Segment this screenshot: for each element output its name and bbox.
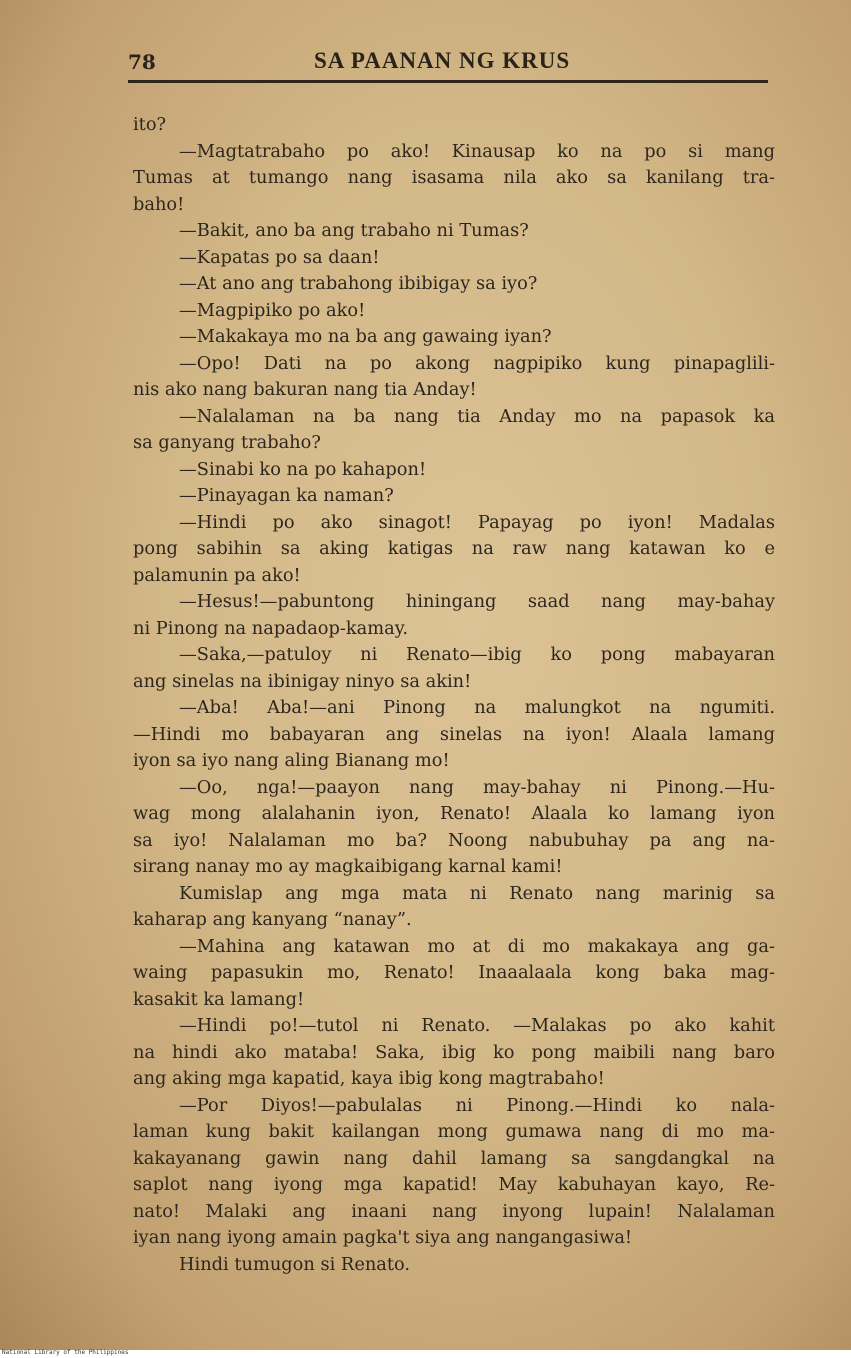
- text-line: Kumislap ang mga mata ni Renato nang marinig sa: [179, 882, 775, 904]
- text-line: —Hindi mo babayaran ang sinelas na iyon! Alaala lamang: [133, 723, 775, 745]
- text-line: —Oo, nga!—paayon nang may-bahay ni Pinong.—Hu-: [179, 776, 775, 798]
- text-line: laman kung bakit kailangan mong gumawa nang di mo ma-: [133, 1121, 775, 1142]
- text-line: —Makakaya mo na ba ang gawaing iyan?: [179, 326, 552, 347]
- text-line: baho!: [133, 193, 185, 215]
- text-line: —Nalalaman na ba nang tia Anday mo na papasok ka: [179, 405, 775, 427]
- text-line: palamunin pa ako!: [133, 564, 301, 586]
- text-line: —Saka,—patuloy ni Renato—ibig ko pong mabayaran: [179, 644, 775, 665]
- text-line: —Mahina ang katawan mo at di mo makakaya ang ga-: [179, 935, 775, 957]
- text-line: —Pinayagan ka naman?: [179, 485, 394, 506]
- text-line: kaharap ang kanyang “nanay”.: [133, 909, 412, 930]
- text-line: —Por Diyos!—pabulalas ni Pinong.—Hindi ko nala-: [179, 1094, 775, 1116]
- text-line: ang sinelas na ibinigay ninyo sa akin!: [133, 670, 472, 692]
- text-line: sa ganyang trabaho?: [133, 432, 321, 453]
- page-number: 78: [128, 50, 156, 74]
- text-line: —Hindi po!—tutol ni Renato. —Malakas po ako kahit: [179, 1015, 775, 1036]
- text-line: nato! Malaki ang inaani nang inyong lupain! Nalalaman: [133, 1200, 775, 1222]
- text-line: —Hesus!—pabuntong hiningang saad nang may-bahay: [179, 591, 775, 612]
- library-credit: National Library of the Philippines: [2, 1349, 129, 1356]
- text-line: pong sabihin sa aking katigas na raw nang katawan ko e: [133, 538, 775, 559]
- text-line: —Magtatrabaho po ako! Kinausap ko na po si mang: [179, 140, 775, 162]
- text-line: —Bakit, ano ba ang trabaho ni Tumas?: [179, 220, 529, 241]
- text-line: ni Pinong na napadaop-kamay.: [133, 617, 409, 639]
- text-line: —At ano ang trabahong ibibigay sa iyo?: [179, 273, 538, 294]
- page-header: [128, 44, 768, 84]
- text-line: sa iyo! Nalalaman mo ba? Noong nabubuhay pa ang na-: [133, 829, 775, 851]
- text-line: —Magpipiko po ako!: [179, 299, 366, 321]
- text-line: nis ako nang bakuran nang tia Anday!: [133, 379, 477, 400]
- text-line: kakayanang gawin nang dahil lamang sa sangdangkal na: [133, 1147, 775, 1169]
- text-line: Tumas at tumango nang isasama nila ako sa kanilang tra-: [133, 167, 775, 188]
- text-line: na hindi ako mataba! Saka, ibig ko pong maibili nang baro: [133, 1041, 775, 1063]
- text-line: saplot nang iyong mga kapatid! May kabuhayan kayo, Re-: [133, 1174, 775, 1195]
- text-line: —Kapatas po sa daan!: [179, 246, 380, 268]
- text-line: —Aba! Aba!—ani Pinong na malungkot na ngumiti.: [179, 697, 775, 718]
- page-footer: [0, 1350, 851, 1358]
- text-line: wag mong alalahanin iyon, Renato! Alaala ko lamang iyon: [133, 803, 775, 824]
- text-line: —Hindi po ako sinagot! Papayag po iyon! Madalas: [179, 511, 775, 533]
- text-line: ito?: [133, 114, 167, 135]
- text-line: iyon sa iyo nang aling Bianang mo!: [133, 750, 450, 771]
- text-line: Hindi tumugon si Renato.: [179, 1253, 411, 1275]
- header-rule: [128, 80, 768, 83]
- text-line: iyan nang iyong amain pagka't siya ang nangangasiwa!: [133, 1227, 633, 1248]
- text-line: —Sinabi ko na po kahapon!: [179, 458, 427, 480]
- text-line: kasakit ka lamang!: [133, 988, 305, 1010]
- running-title: SA PAANAN NG KRUS: [314, 48, 571, 73]
- body-text: [133, 112, 775, 1278]
- text-line: waing papasukin mo, Renato! Inaaalaala kong baka mag-: [133, 962, 775, 983]
- text-line: —Opo! Dati na po akong nagpipiko kung pinapaglili-: [179, 352, 775, 374]
- text-line: ang aking mga kapatid, kaya ibig kong magtrabaho!: [133, 1068, 605, 1089]
- text-line: sirang nanay mo ay magkaibigang karnal kami!: [133, 856, 563, 877]
